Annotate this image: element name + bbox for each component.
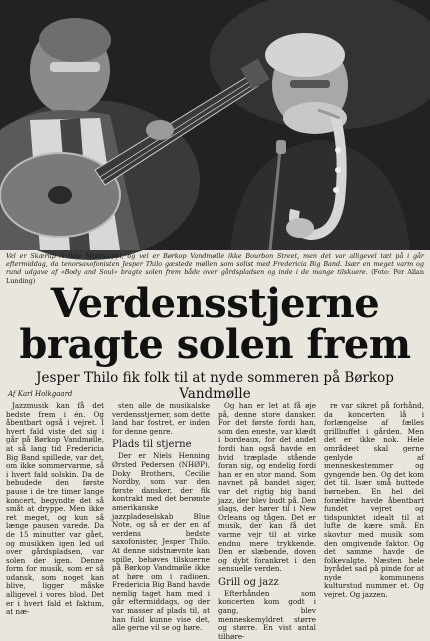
headline-line-2: bragte solen frem [19,321,411,368]
article-column-1 [6,401,104,617]
section-heading-grill: Grill og jazz [218,576,279,588]
column-2-text-a: sten alle de musikalske verdensstjerner, som dette land har fostret, er inden for denne genre. [112,401,210,436]
headline-line-1: Verdensstjerne [50,280,380,327]
article-column-4 [324,402,424,600]
article-column-3 [218,401,316,641]
photo-credit: (Foto: Per Allan Lunding) [6,268,424,285]
byline: Af Karl Holkgaard [8,390,73,398]
column-2-text-b: Der er Niels Henning Ørsted Pedersen (NHØP), Doky Brothers, Cecilie Nordby, som var den første dansker, der fik kontrakt med det berømte amerikanske jazzpladeselskab Blue Note, og så er der en af verdens bedste saxofonister, Jesper Thilo. At denne sidstnævnte kan spille, behøves tilskuerne på Børkop Vandmølle ikke at høre om i radioen. Fredericia Big Band havde nemlig taget ham med i går eftermiddags, og der var masser af plads til, at han fuld kunne vise det, alle gerne vil se og høre. [112,451,210,633]
subheadline: Jesper Thilo fik folk til at nyde sommeren på Børkop Vandmølle [36,370,394,402]
column-1-text: Jazzmusik kan få det bedste frem i én. Og åbentbart også i vejret. I hvert fald viste det sig i går på Børkop Vandmølle, at så lang tid Fredericia Big Band spillede, var det, om ikke sommervarme, så i hvert fald solskin. Da de bebudede den første pause i de tre timer lange koncert, begyndte det så småt at dryppe. Men ikke ret meget, og kun så længe pausen varede. Da de 15 minutter var gået, og musikken igen led ud over gårdspladsen, var solen der igen. Denne form for musik, som er så udansk, som noget kan blive, ligger måske alligevel i vores blod. Det er i hvert fald et faktum, at næ- [6,401,104,617]
column-3-text-a: Og han er let at få øje på, denne store dansker. For det første fordi han, som den eneste, var klædt i bordeaux, for det andet fordi han også havde en hvid træplade stående foran sig, og endelig fordi han er en stor mand. Som navnet på bandet siger, var det rigtig big band jazz, der blev budt på. Den slags, der hører til i New Orleans og tågen. Det er musik, der kan få det varme vejr til at virke endnu mere trykkende. Den er slæbende, doven og dybt forankret i den sensuelle verden. [218,401,316,574]
column-4-text: re var sikret på forhånd, da koncerten lå i forlængelse af fælles grillbuffet i gården. Men det er ikke nok. Hele områdeet skal gerne genlyde af menneskestemmer og gyngende ben. Og det kom det til. Især små buttede børneben. En hel del forældre havde åbentbart fundet vejret og tidspunktet idealt til at lufte de kære små. En skovtur med musik som den omgivende faktor. Og det samme havde de folkevalgte. Næsten hele byrådet sad på pinde for at nyde kommunens kulturstud nummer et. Og vejret. Og jazzen. [324,401,424,600]
section-heading-plads: Plads til stjerne [112,439,192,451]
article-column-2 [112,401,210,633]
concert-photo [0,0,430,250]
column-3-text-b: Efterhånden som koncerten kom godt i gang, blev menneskemyldret større og større. En vist antal tilhøre- [218,588,316,641]
caption-text: Vel er Skærup Å ikke Mississippi, og vel er Børkop Vandmølle ikke Bourbon Street, men det var alligevel tæt på i går eftermiddag, da tenorsaxofonisten Jesper Thilo gæstede møllen som solist med Fredericia Big Band. Især en meget varm og rund udgave af »Body and Soul« bragte solen frem både over gårdspladsen og inde i de mange tilskuere. [6,252,424,277]
